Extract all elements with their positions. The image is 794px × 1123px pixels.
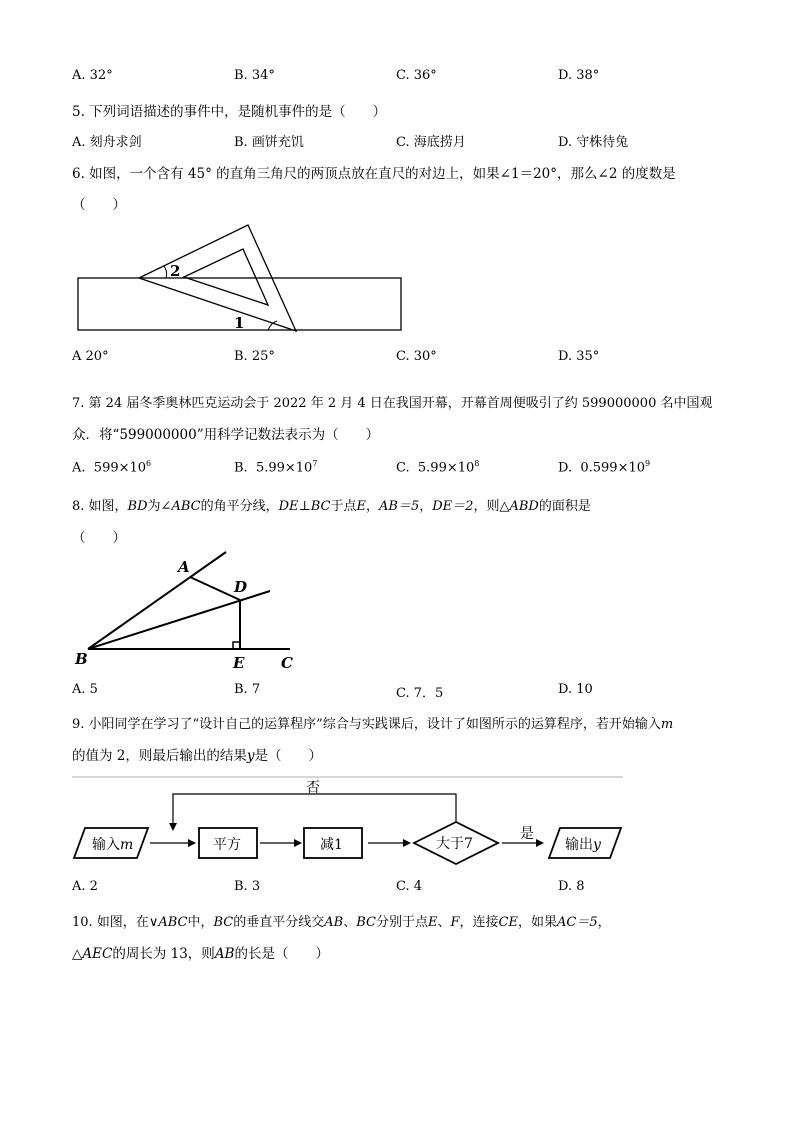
- flow-output-text: 输出: [565, 837, 593, 853]
- q10-e: E: [427, 915, 438, 930]
- q8-bd: BD: [127, 499, 148, 514]
- q10-ab: AB: [324, 915, 344, 930]
- arrow-1-head: [188, 839, 196, 847]
- q7-option-b-base: 5.99×10: [255, 460, 313, 476]
- arrow-2-head: [294, 839, 302, 847]
- q6-stem: 6. 如图，一个含有 45° 的直角三角尺的两顶点放在直尺的对边上，如果∠1＝20°，那么∠2 的度数是: [72, 166, 676, 182]
- q10-stem-line1: [72, 911, 611, 930]
- q5-stem: 5. 下列词语描述的事件中，是随机事件的是（ ）: [72, 104, 387, 120]
- q7-stem-line1: 7. 第 24 届冬季奥林匹克运动会于 2022 年 2 月 4 日在我国开幕，开幕首周便吸引了约 599000000 名中国观: [72, 396, 713, 411]
- q8-ab-eq: AB＝5: [379, 499, 420, 514]
- q8-text-6: ，: [419, 499, 433, 514]
- q6-option-c[interactable]: C. 30°: [396, 349, 437, 364]
- q4-option-c[interactable]: C. 36°: [396, 68, 437, 83]
- q9-y: y: [246, 748, 255, 764]
- q7-option-c-base: 5.99×10: [417, 460, 475, 476]
- q9-option-b[interactable]: B. 3: [234, 879, 261, 894]
- q8-e: E: [356, 499, 366, 514]
- q8-text-1: 8. 如图，: [72, 499, 128, 514]
- q7-option-a[interactable]: [72, 459, 151, 475]
- flow-input-text: 输入: [92, 837, 120, 853]
- q8-abd: ABD: [509, 499, 539, 514]
- arrow-feedback-head: [169, 823, 177, 831]
- q5-option-c[interactable]: C. 海底捞月: [396, 135, 466, 150]
- q10-text-6: 、: [437, 915, 451, 930]
- flow-square-label: 平方: [213, 837, 241, 853]
- q10-aec: AEC: [82, 946, 113, 962]
- q10-text-2: 中，: [187, 915, 214, 930]
- q8-de-eq: DE＝2: [432, 499, 474, 514]
- q10-text-8: ，如果: [517, 915, 557, 930]
- q8-text-5: ，: [366, 499, 380, 514]
- q8-option-a[interactable]: A. 5: [72, 682, 98, 697]
- right-angle-mark: [233, 642, 240, 649]
- label-b: B: [75, 650, 88, 668]
- flow-input-var: m: [120, 837, 134, 853]
- q10-bc: BC: [213, 915, 234, 930]
- q10-ce: CE: [498, 915, 518, 930]
- flow-feedback-line: [173, 794, 456, 828]
- flow-output-var: y: [593, 837, 601, 853]
- set-square-inner: [184, 249, 268, 305]
- q7-option-b-exp: 7: [312, 459, 318, 468]
- q7-option-b[interactable]: [234, 459, 317, 475]
- angle1-label: 1: [234, 314, 245, 332]
- angle2-label: 2: [170, 262, 181, 280]
- q9-text-3: 是（ ）: [254, 748, 323, 764]
- q7-option-d[interactable]: [558, 459, 650, 475]
- q4-option-d[interactable]: D. 38°: [558, 68, 600, 83]
- q7-option-a-base: 599×10: [93, 460, 147, 476]
- q4-option-b[interactable]: B. 34°: [234, 68, 275, 83]
- q10-text-1: 10. 如图，在: [72, 915, 149, 930]
- flow-output-label: [565, 837, 602, 853]
- arrow-4-head: [536, 839, 544, 847]
- q9-option-c[interactable]: C. 4: [396, 879, 423, 894]
- q8-option-b[interactable]: B. 7: [234, 682, 261, 697]
- q7-option-c-letter: C.: [396, 460, 410, 476]
- q6-paren: （ ）: [72, 197, 126, 213]
- q8-text-4: 于点: [330, 499, 357, 514]
- q9-flowchart: [70, 772, 630, 870]
- q5-option-d[interactable]: D. 守株待兔: [558, 135, 629, 150]
- q10-text-10: △: [72, 946, 83, 962]
- q6-option-b[interactable]: B. 25°: [234, 349, 275, 364]
- q10-text-9: ，: [597, 915, 611, 930]
- q7-stem-line2: 众．将“599000000”用科学记数法表示为（ ）: [72, 427, 380, 443]
- q7-option-c-exp: 8: [474, 459, 480, 468]
- q8-figure: [70, 545, 305, 675]
- q8-option-d[interactable]: D. 10: [558, 682, 593, 697]
- q10-tri: ∨ABC: [148, 915, 188, 930]
- q7-option-d-base: 0.599×10: [580, 460, 646, 476]
- ray-bd: [88, 591, 270, 649]
- q8-text-8: 的面积是: [538, 499, 591, 514]
- q8-text-2: 为∠: [147, 499, 172, 514]
- label-a: A: [178, 558, 190, 576]
- flow-no-label: 否: [306, 780, 320, 796]
- q5-option-a[interactable]: A. 刻舟求剑: [72, 135, 142, 150]
- q6-option-a[interactable]: A 20°: [72, 349, 109, 364]
- q7-option-d-exp: 9: [645, 459, 651, 468]
- flow-yes-label: 是: [520, 826, 534, 842]
- angle2-arc: [164, 266, 167, 278]
- q9-stem-line1: [72, 713, 673, 732]
- q10-bc2: BC: [356, 915, 376, 930]
- flow-decision-label: 大于7: [436, 836, 473, 852]
- q7-option-a-exp: 6: [146, 459, 152, 468]
- q10-stem-line2: [72, 942, 329, 962]
- q10-f: F: [450, 915, 460, 930]
- q7-option-b-letter: B.: [234, 460, 248, 476]
- segment-ad: [190, 577, 240, 600]
- q7-option-c[interactable]: [396, 459, 479, 475]
- flow-minus1-label: 减1: [320, 837, 343, 853]
- q10-text-11: 的周长为 13，则: [112, 946, 215, 962]
- arrow-3-head: [403, 839, 411, 847]
- label-c: C: [281, 654, 293, 672]
- q7-option-a-letter: A.: [72, 460, 86, 476]
- q8-stem: [72, 495, 591, 514]
- q9-m: m: [660, 717, 674, 732]
- q6-figure: [60, 215, 420, 340]
- q7-option-d-letter: D.: [558, 460, 573, 476]
- q8-paren: （ ）: [72, 530, 126, 546]
- q9-stem-line2: [72, 744, 322, 764]
- q8-abc: ABC: [171, 499, 201, 514]
- q9-text-1: 9. 小阳同学在学习了“设计自己的运算程序”综合与实践课后，设计了如图所示的运算程序，若开始输入: [72, 717, 661, 732]
- q10-text-4: 、: [343, 915, 357, 930]
- q5-option-b[interactable]: B. 画饼充饥: [234, 135, 304, 150]
- q10-text-5: 分别于点: [375, 915, 428, 930]
- q10-text-12: 的长是（ ）: [234, 946, 329, 962]
- q10-text-7: ，连接: [459, 915, 499, 930]
- ray-ba: [88, 552, 226, 649]
- q10-text-3: 的垂直平分线交: [233, 915, 325, 930]
- q10-ab2: AB: [214, 946, 235, 962]
- q8-text-3: 的角平分线，: [200, 499, 279, 514]
- label-e: E: [233, 654, 245, 672]
- q9-option-d[interactable]: D. 8: [558, 879, 585, 894]
- q4-option-a[interactable]: A. 32°: [72, 68, 113, 83]
- q8-de-bc: DE⊥BC: [278, 499, 331, 514]
- q8-text-7: ，则△: [473, 499, 510, 514]
- q8-option-c[interactable]: C. 7．5: [396, 686, 444, 701]
- flow-input-label: [92, 837, 133, 853]
- q9-option-a[interactable]: A. 2: [72, 879, 98, 894]
- q9-text-2: 的值为 2，则最后输出的结果: [72, 748, 247, 764]
- label-d: D: [234, 578, 248, 596]
- q6-option-d[interactable]: D. 35°: [558, 349, 600, 364]
- q10-ac-eq: AC＝5: [557, 915, 598, 930]
